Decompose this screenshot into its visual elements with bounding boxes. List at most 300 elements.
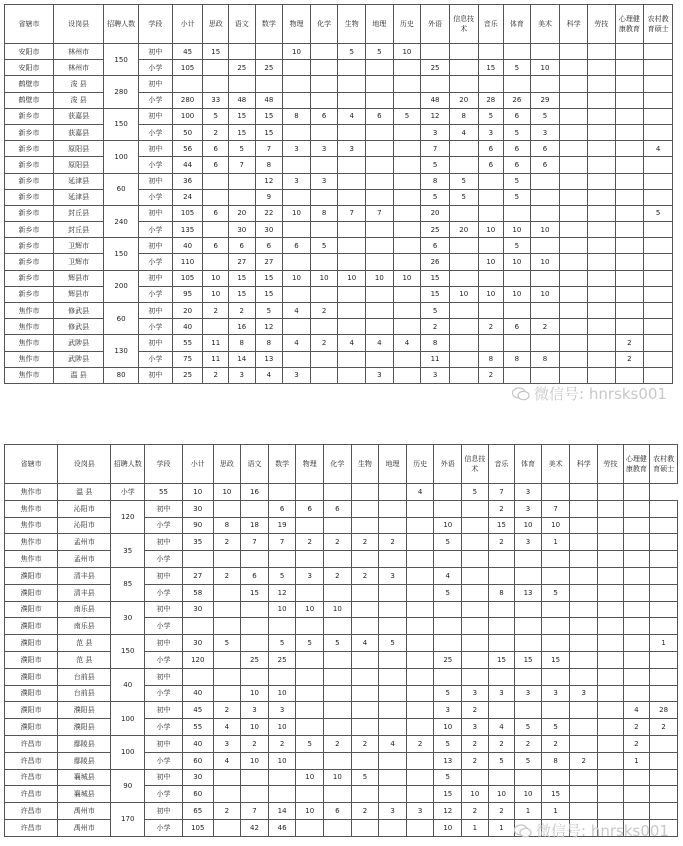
value-cell — [338, 286, 366, 302]
column-header: 化学 — [324, 445, 352, 484]
value-cell — [560, 189, 588, 205]
county-cell: 封丘县 — [54, 205, 104, 221]
value-cell — [338, 303, 366, 319]
value-cell — [406, 635, 434, 652]
value-cell — [324, 651, 352, 668]
stage-cell: 初中 — [145, 601, 183, 618]
value-cell: 7 — [228, 157, 255, 173]
county-cell: 鄢陵县 — [58, 735, 111, 752]
value-cell — [478, 335, 504, 351]
value-cell — [570, 668, 598, 685]
value-cell — [515, 551, 542, 568]
value-cell: 10 — [268, 601, 296, 618]
city-cell: 焦作市 — [5, 534, 58, 551]
value-cell: 3 — [462, 685, 489, 702]
column-header: 体育 — [504, 5, 531, 44]
value-cell — [462, 668, 489, 685]
value-cell: 3 — [283, 141, 311, 157]
value-cell — [296, 752, 324, 769]
value-cell: 3 — [296, 567, 324, 584]
table-row — [5, 635, 678, 652]
quota-cell: 240 — [104, 205, 139, 237]
value-cell: 2 — [406, 735, 434, 752]
column-header: 信息技术 — [462, 445, 489, 484]
value-cell — [478, 76, 504, 92]
value-cell: 10 — [393, 44, 421, 60]
value-cell — [541, 551, 570, 568]
county-cell: 温 县 — [58, 484, 111, 501]
watermark-text: 微信号: hnrsks001 — [534, 385, 667, 403]
value-cell: 8 — [504, 351, 531, 367]
value-cell: 13 — [255, 351, 283, 367]
city-cell: 新乡市 — [5, 108, 54, 124]
value-cell — [296, 786, 324, 803]
stage-cell: 小学 — [138, 222, 172, 238]
value-cell: 2 — [379, 534, 407, 551]
value-cell — [283, 92, 311, 108]
value-cell — [351, 702, 379, 719]
value-cell — [406, 584, 434, 601]
value-cell: 5 — [434, 735, 462, 752]
value-cell: 10 — [296, 601, 324, 618]
value-cell — [406, 601, 434, 618]
value-cell — [587, 351, 615, 367]
table-row — [5, 803, 678, 820]
value-cell — [570, 517, 598, 534]
value-cell: 15 — [241, 584, 269, 601]
value-cell: 16 — [241, 484, 269, 501]
value-cell — [338, 124, 366, 140]
value-cell — [623, 534, 650, 551]
city-cell: 焦作市 — [5, 551, 58, 568]
value-cell — [644, 270, 673, 286]
value-cell: 5 — [530, 108, 560, 124]
value-cell — [296, 819, 324, 836]
value-cell — [406, 752, 434, 769]
value-cell — [406, 534, 434, 551]
value-cell — [560, 238, 588, 254]
value-cell — [650, 534, 678, 551]
value-cell: 55 — [172, 335, 203, 351]
city-cell: 新乡市 — [5, 157, 54, 173]
value-cell: 12 — [268, 584, 296, 601]
value-cell: 44 — [172, 157, 203, 173]
value-cell: 8 — [541, 752, 570, 769]
value-cell — [570, 484, 598, 501]
stage-cell: 小学 — [145, 752, 183, 769]
quota-cell: 130 — [104, 335, 139, 367]
value-cell: 2 — [213, 567, 241, 584]
value-cell: 60 — [182, 752, 213, 769]
value-cell — [393, 189, 421, 205]
value-cell: 1 — [541, 534, 570, 551]
value-cell — [598, 668, 624, 685]
value-cell: 15 — [515, 651, 542, 668]
value-cell: 2 — [530, 319, 560, 335]
value-cell — [560, 351, 588, 367]
value-cell — [570, 769, 598, 786]
value-cell: 2 — [515, 735, 542, 752]
value-cell: 15 — [434, 786, 462, 803]
value-cell — [172, 76, 203, 92]
value-cell — [228, 173, 255, 189]
value-cell — [644, 44, 673, 60]
watermark-text: 微信号: hnrsks001 — [536, 822, 669, 840]
value-cell: 6 — [324, 803, 352, 820]
stage-cell: 小学 — [145, 786, 183, 803]
city-cell: 许昌市 — [5, 769, 58, 786]
value-cell: 7 — [421, 141, 450, 157]
quota-cell: 100 — [104, 141, 139, 173]
column-header: 历史 — [406, 445, 434, 484]
value-cell: 10 — [338, 270, 366, 286]
value-cell — [449, 319, 478, 335]
value-cell — [228, 44, 255, 60]
value-cell: 2 — [623, 719, 650, 736]
stage-cell: 小学 — [145, 517, 183, 534]
value-cell: 11 — [203, 335, 229, 351]
value-cell — [598, 685, 624, 702]
value-cell — [615, 44, 644, 60]
value-cell — [310, 351, 338, 367]
value-cell: 10 — [241, 719, 269, 736]
value-cell: 2 — [268, 735, 296, 752]
county-cell: 辉县市 — [54, 270, 104, 286]
value-cell: 2 — [324, 534, 352, 551]
value-cell — [598, 735, 624, 752]
value-cell: 6 — [203, 238, 229, 254]
value-cell: 15 — [421, 270, 450, 286]
value-cell — [478, 44, 504, 60]
value-cell: 5 — [421, 303, 450, 319]
value-cell: 6 — [255, 238, 283, 254]
value-cell: 2 — [488, 534, 515, 551]
column-header: 省辖市 — [5, 445, 58, 484]
value-cell — [462, 601, 489, 618]
value-cell: 3 — [241, 702, 269, 719]
column-header: 思政 — [203, 5, 229, 44]
value-cell: 40 — [182, 685, 213, 702]
value-cell: 5 — [421, 157, 450, 173]
value-cell — [268, 618, 296, 635]
value-cell — [255, 76, 283, 92]
value-cell — [644, 319, 673, 335]
value-cell — [406, 567, 434, 584]
value-cell: 15 — [421, 286, 450, 302]
value-cell — [623, 769, 650, 786]
value-cell: 5 — [504, 60, 531, 76]
value-cell — [570, 500, 598, 517]
value-cell: 28 — [478, 92, 504, 108]
value-cell: 20 — [172, 303, 203, 319]
quota-cell: 35 — [111, 534, 145, 568]
value-cell — [338, 173, 366, 189]
value-cell: 15 — [541, 786, 570, 803]
quota-cell: 100 — [111, 735, 145, 769]
value-cell: 42 — [241, 819, 269, 836]
value-cell: 5 — [366, 44, 394, 60]
value-cell — [310, 254, 338, 270]
county-cell: 武陟县 — [54, 335, 104, 351]
column-header: 学段 — [138, 5, 172, 44]
value-cell — [530, 335, 560, 351]
value-cell: 4 — [393, 335, 421, 351]
table-row — [5, 618, 678, 635]
value-cell — [587, 367, 615, 383]
stage-cell: 初中 — [145, 735, 183, 752]
value-cell — [310, 157, 338, 173]
column-header: 数学 — [268, 445, 296, 484]
value-cell: 5 — [421, 189, 450, 205]
value-cell — [283, 254, 311, 270]
value-cell — [366, 303, 394, 319]
value-cell — [462, 567, 489, 584]
value-cell — [338, 60, 366, 76]
value-cell — [650, 517, 678, 534]
value-cell — [393, 157, 421, 173]
value-cell: 4 — [379, 735, 407, 752]
quota-cell: 150 — [104, 238, 139, 270]
value-cell — [449, 238, 478, 254]
city-cell: 濮阳市 — [5, 719, 58, 736]
value-cell: 15 — [228, 124, 255, 140]
value-cell: 135 — [172, 222, 203, 238]
value-cell — [351, 786, 379, 803]
value-cell: 8 — [310, 205, 338, 221]
value-cell: 7 — [255, 141, 283, 157]
stage-cell: 初中 — [138, 303, 172, 319]
value-cell — [650, 618, 678, 635]
value-cell — [241, 668, 269, 685]
value-cell — [560, 92, 588, 108]
value-cell — [541, 618, 570, 635]
value-cell — [623, 618, 650, 635]
table-row — [5, 601, 678, 618]
value-cell: 3 — [379, 803, 407, 820]
value-cell — [241, 769, 269, 786]
value-cell — [644, 60, 673, 76]
county-cell: 鄢陵县 — [58, 752, 111, 769]
value-cell — [203, 189, 229, 205]
value-cell — [379, 819, 407, 836]
value-cell — [393, 351, 421, 367]
table-row — [5, 44, 673, 60]
value-cell: 4 — [434, 567, 462, 584]
value-cell: 30 — [228, 222, 255, 238]
value-cell — [379, 702, 407, 719]
value-cell: 7 — [338, 205, 366, 221]
value-cell: 4 — [283, 303, 311, 319]
value-cell — [283, 124, 311, 140]
table-row — [5, 668, 678, 685]
stage-cell: 初中 — [145, 769, 183, 786]
value-cell: 10 — [268, 685, 296, 702]
value-cell: 40 — [172, 319, 203, 335]
value-cell — [406, 685, 434, 702]
column-header: 生物 — [338, 5, 366, 44]
value-cell: 10 — [324, 769, 352, 786]
county-cell: 范 县 — [58, 651, 111, 668]
value-cell: 20 — [449, 92, 478, 108]
table-row — [5, 335, 673, 351]
value-cell — [406, 551, 434, 568]
column-header: 数学 — [255, 5, 283, 44]
table-row — [5, 76, 673, 92]
value-cell — [393, 286, 421, 302]
value-cell — [351, 668, 379, 685]
value-cell — [530, 173, 560, 189]
quota-cell: 100 — [111, 702, 145, 736]
stage-cell: 初中 — [138, 270, 172, 286]
value-cell — [488, 769, 515, 786]
value-cell — [623, 803, 650, 820]
value-cell — [570, 584, 598, 601]
value-cell — [393, 367, 421, 383]
value-cell: 4 — [449, 124, 478, 140]
value-cell — [228, 76, 255, 92]
value-cell — [406, 500, 434, 517]
value-cell — [213, 819, 241, 836]
value-cell — [615, 238, 644, 254]
value-cell — [434, 635, 462, 652]
value-cell — [598, 769, 624, 786]
value-cell — [241, 635, 269, 652]
city-cell: 濮阳市 — [5, 651, 58, 668]
value-cell: 6 — [203, 205, 229, 221]
value-cell — [541, 484, 570, 501]
column-header: 劳技 — [598, 445, 624, 484]
value-cell: 110 — [172, 254, 203, 270]
value-cell — [560, 60, 588, 76]
value-cell: 7 — [241, 803, 269, 820]
value-cell — [504, 76, 531, 92]
table-row — [5, 769, 678, 786]
value-cell: 33 — [203, 92, 229, 108]
value-cell — [203, 60, 229, 76]
value-cell: 5 — [504, 238, 531, 254]
city-cell: 濮阳市 — [5, 567, 58, 584]
value-cell: 1 — [462, 819, 489, 836]
city-cell: 焦作市 — [5, 500, 58, 517]
table-row — [5, 367, 673, 383]
value-cell: 3 — [421, 124, 450, 140]
value-cell — [504, 335, 531, 351]
value-cell — [515, 769, 542, 786]
value-cell: 30 — [255, 222, 283, 238]
value-cell — [366, 254, 394, 270]
value-cell — [560, 157, 588, 173]
value-cell — [598, 534, 624, 551]
value-cell: 48 — [228, 92, 255, 108]
value-cell — [623, 651, 650, 668]
value-cell — [587, 270, 615, 286]
value-cell — [241, 500, 269, 517]
value-cell — [587, 238, 615, 254]
wechat-watermark — [512, 383, 667, 404]
value-cell — [283, 319, 311, 335]
value-cell — [560, 367, 588, 383]
value-cell — [296, 584, 324, 601]
column-header: 思政 — [213, 445, 241, 484]
value-cell — [623, 786, 650, 803]
value-cell — [515, 668, 542, 685]
quota-cell: 120 — [111, 500, 145, 534]
value-cell — [213, 601, 241, 618]
value-cell — [366, 60, 394, 76]
value-cell: 10 — [296, 803, 324, 820]
table-row — [5, 685, 678, 702]
stage-cell: 小学 — [138, 286, 172, 302]
value-cell: 5 — [379, 635, 407, 652]
value-cell — [570, 635, 598, 652]
value-cell: 30 — [182, 635, 213, 652]
wechat-icon — [512, 387, 530, 401]
value-cell: 25 — [421, 222, 450, 238]
value-cell — [478, 173, 504, 189]
city-cell: 焦作市 — [5, 517, 58, 534]
value-cell: 55 — [182, 719, 213, 736]
county-cell: 台前县 — [58, 685, 111, 702]
value-cell — [650, 668, 678, 685]
value-cell — [650, 769, 678, 786]
value-cell: 1 — [623, 752, 650, 769]
value-cell — [310, 189, 338, 205]
value-cell — [560, 205, 588, 221]
value-cell — [406, 819, 434, 836]
value-cell — [366, 173, 394, 189]
value-cell: 10 — [515, 517, 542, 534]
value-cell — [587, 222, 615, 238]
value-cell — [296, 551, 324, 568]
city-cell: 许昌市 — [5, 735, 58, 752]
value-cell — [530, 367, 560, 383]
value-cell: 4 — [406, 484, 434, 501]
county-cell: 浚 县 — [54, 76, 104, 92]
value-cell — [650, 551, 678, 568]
table-row — [5, 551, 678, 568]
column-header: 招聘人数 — [104, 5, 139, 44]
value-cell — [644, 108, 673, 124]
value-cell: 10 — [504, 222, 531, 238]
value-cell: 12 — [421, 108, 450, 124]
table-row — [5, 584, 678, 601]
value-cell — [449, 351, 478, 367]
value-cell — [203, 173, 229, 189]
value-cell: 5 — [504, 173, 531, 189]
value-cell — [406, 702, 434, 719]
county-cell: 浚 县 — [54, 92, 104, 108]
county-cell: 封丘县 — [54, 222, 104, 238]
value-cell — [644, 286, 673, 302]
value-cell — [488, 618, 515, 635]
value-cell — [650, 803, 678, 820]
column-header: 历史 — [393, 5, 421, 44]
value-cell: 3 — [530, 124, 560, 140]
value-cell — [379, 500, 407, 517]
value-cell: 8 — [255, 335, 283, 351]
value-cell: 3 — [434, 702, 462, 719]
value-cell: 27 — [182, 567, 213, 584]
stage-cell: 小学 — [138, 254, 172, 270]
column-header: 设岗县 — [58, 445, 111, 484]
value-cell — [351, 819, 379, 836]
value-cell — [504, 44, 531, 60]
value-cell: 10 — [541, 517, 570, 534]
column-header: 地理 — [366, 5, 394, 44]
value-cell — [560, 270, 588, 286]
value-cell — [324, 685, 352, 702]
column-header: 小计 — [182, 445, 213, 484]
